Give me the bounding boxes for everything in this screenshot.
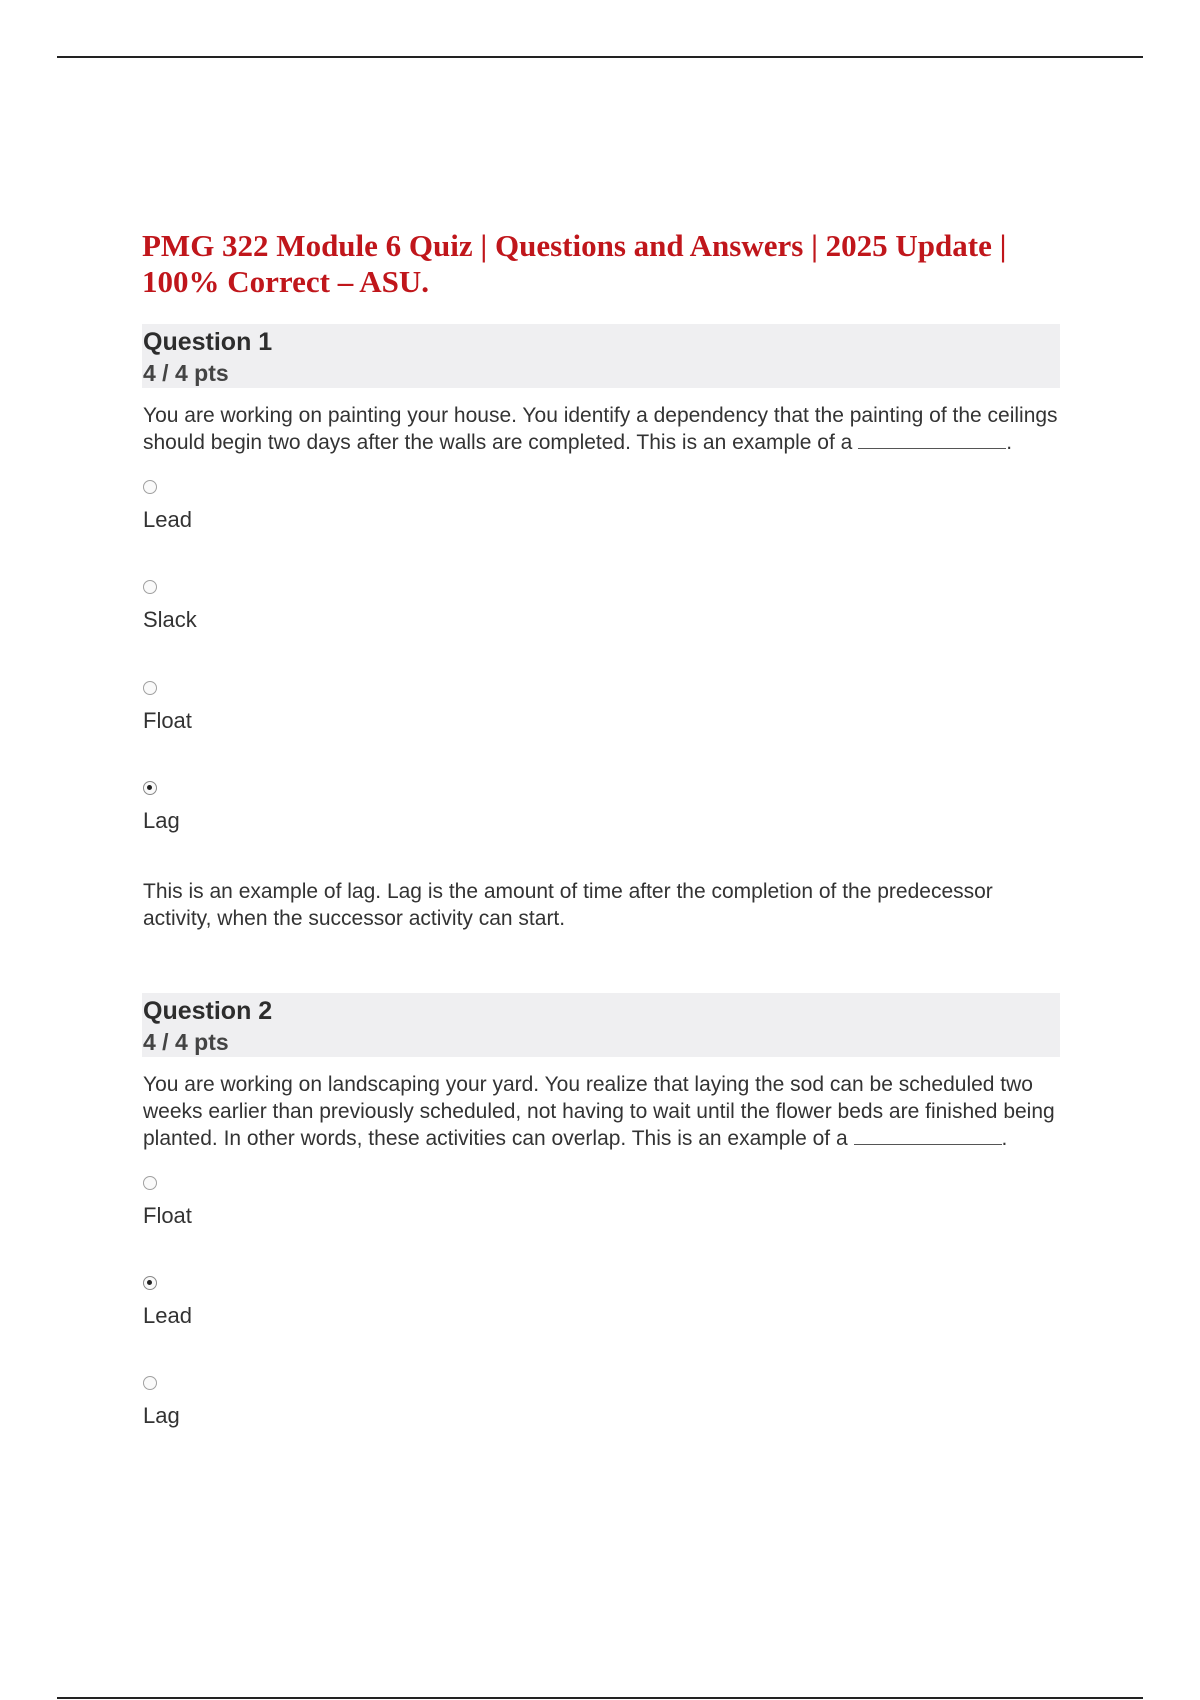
answer-option-lag[interactable] bbox=[143, 1376, 1062, 1429]
question-2 bbox=[142, 993, 1062, 1429]
question-points: 4 / 4 pts bbox=[143, 1029, 229, 1055]
answer-option-slack[interactable] bbox=[143, 580, 1062, 633]
option-label: Slack bbox=[143, 607, 197, 632]
answer-option-lead[interactable] bbox=[143, 480, 1062, 533]
answer-option-float[interactable] bbox=[143, 681, 1062, 734]
question-prompt-text: You are working on landscaping your yard. You realize that laying the sod can be scheduled two weeks earlier than previously scheduled, not having to wait until the flower beds are finished being planted. In other words, these activities can overlap. This is an example of a bbox=[143, 1073, 1055, 1150]
question-header bbox=[142, 324, 1060, 388]
question-prompt-text: You are working on painting your house. You identify a dependency that the painting of the ceilings should begin two days after the walls are completed. This is an example of a bbox=[143, 404, 1058, 454]
question-title: Question 2 bbox=[143, 997, 273, 1025]
question-prompt-end: . bbox=[1006, 431, 1013, 454]
option-label: Float bbox=[143, 708, 192, 733]
question-prompt bbox=[143, 402, 1058, 456]
question-points: 4 / 4 pts bbox=[143, 360, 229, 386]
bottom-rule bbox=[57, 1697, 1143, 1699]
radio-button[interactable] bbox=[143, 681, 157, 695]
option-label: Lag bbox=[143, 1403, 180, 1428]
answer-option-lead[interactable] bbox=[143, 1276, 1062, 1329]
top-rule bbox=[57, 56, 1143, 58]
question-1 bbox=[142, 324, 1062, 932]
option-label: Lead bbox=[143, 507, 192, 532]
answer-feedback: This is an example of lag. Lag is the amount of time after the completion of the predecessor activity, when the successor activity can start. bbox=[143, 880, 993, 930]
radio-button[interactable] bbox=[143, 1176, 157, 1190]
radio-button-selected[interactable] bbox=[143, 1276, 157, 1290]
option-label: Float bbox=[143, 1203, 192, 1228]
question-header bbox=[142, 993, 1060, 1057]
option-label: Lead bbox=[143, 1303, 192, 1328]
radio-button[interactable] bbox=[143, 580, 157, 594]
radio-button[interactable] bbox=[143, 480, 157, 494]
question-title: Question 1 bbox=[143, 328, 273, 356]
radio-button-selected[interactable] bbox=[143, 781, 157, 795]
radio-button[interactable] bbox=[143, 1376, 157, 1390]
answer-option-lag[interactable] bbox=[143, 781, 1062, 834]
document-title: PMG 322 Module 6 Quiz | Questions and Answers | 2025 Update | 100% Correct – ASU. bbox=[142, 228, 1007, 299]
question-prompt-end: . bbox=[1001, 1127, 1008, 1150]
answer-blank bbox=[858, 430, 1006, 449]
question-prompt bbox=[143, 1071, 1058, 1152]
document-content bbox=[142, 228, 1062, 1429]
option-label: Lag bbox=[143, 808, 180, 833]
answer-blank bbox=[854, 1126, 1002, 1145]
answer-option-float[interactable] bbox=[143, 1176, 1062, 1229]
